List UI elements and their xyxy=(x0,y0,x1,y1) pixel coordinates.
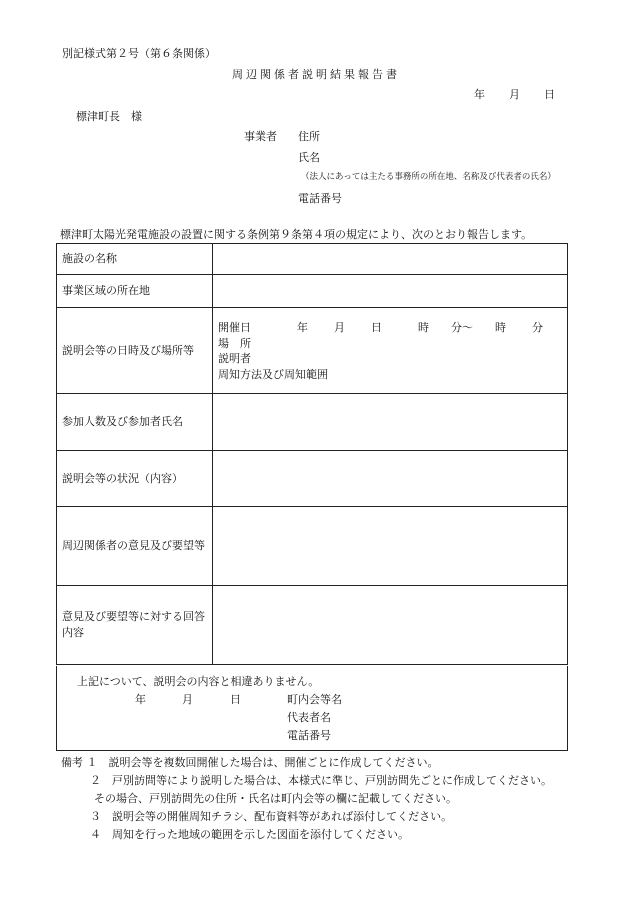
applicant-address-label: 住所 xyxy=(298,130,320,143)
meeting-details-block xyxy=(218,320,543,382)
date-day-label: 日 xyxy=(544,88,555,101)
row-label-site-location: 事業区域の所在地 xyxy=(57,275,213,308)
association-label: 町内会等名 xyxy=(287,693,342,706)
field-meeting-status[interactable] xyxy=(213,451,568,507)
row-label-facility-name: 施設の名称 xyxy=(57,244,213,275)
meeting-hour-to-label: 時 xyxy=(495,321,506,334)
field-response-content[interactable] xyxy=(213,586,568,665)
applicant-name-label: 氏名 xyxy=(298,151,320,164)
meeting-day-label: 日 xyxy=(371,321,382,334)
meeting-year-label: 年 xyxy=(297,321,308,334)
row-label-participants: 参加人数及び参加者氏名 xyxy=(57,394,213,451)
confirmation-month-label: 月 xyxy=(182,693,193,706)
meeting-date-label: 開催日 xyxy=(218,321,251,334)
confirmation-day-label: 日 xyxy=(230,693,241,706)
table-row xyxy=(57,507,568,586)
meeting-minute-from-label: 分～ xyxy=(451,321,473,334)
confirmation-box xyxy=(56,666,568,751)
date-year-label: 年 xyxy=(474,88,485,101)
note-line-3: ３ 説明会等の開催周知チラシ、配布資料等があれば添付してください。 xyxy=(90,810,453,823)
applicant-phone-label: 電話番号 xyxy=(298,192,342,205)
report-table xyxy=(56,243,568,665)
table-row xyxy=(57,244,568,275)
row-label-opinions-requests: 周辺関係者の意見及び要望等 xyxy=(57,507,213,586)
corporate-note: （法人にあっては主たる事務所の所在地、名称及び代表者の氏名） xyxy=(301,172,556,182)
intro-text: 標津町太陽光発電施設の設置に関する条例第９条第４項の規定により、次のとおり報告します。 xyxy=(60,228,533,241)
note-line-1: 備考 １ 説明会等を複数回開催した場合は、開催ごとに作成してください。 xyxy=(61,756,439,769)
notes-section xyxy=(61,754,552,844)
field-opinions-requests[interactable] xyxy=(213,507,568,586)
row-label-meeting-datetime-place: 説明会等の日時及び場所等 xyxy=(57,308,213,394)
table-row xyxy=(57,275,568,308)
row-label-response-content: 意見及び要望等に対する回答内容 xyxy=(57,586,213,665)
table-row xyxy=(57,451,568,507)
field-facility-name[interactable] xyxy=(213,244,568,275)
note-line-2: ２ 戸別訪問等により説明した場合は、本様式に準じ、戸別訪問先ごとに作成してください。 xyxy=(90,774,552,787)
form-number: 別記様式第２号（第６条関係） xyxy=(62,47,216,60)
meeting-hour-label: 時 xyxy=(418,321,429,334)
meeting-date-line xyxy=(218,320,543,336)
note-line-4: ４ 周知を行った地域の範囲を示した図面を添付してください。 xyxy=(90,828,409,841)
field-site-location[interactable] xyxy=(213,275,568,308)
meeting-minute-to-label: 分 xyxy=(532,321,543,334)
confirmation-statement: 上記について、説明会の内容と相違ありません。 xyxy=(77,675,320,688)
applicant-role-label: 事業者 xyxy=(244,130,277,143)
note-line-2b: その場合、戸別訪問先の住所・氏名は町内会等の欄に記載してください。 xyxy=(83,792,457,805)
representative-label: 代表者名 xyxy=(287,711,331,724)
meeting-month-label: 月 xyxy=(334,321,345,334)
field-participants[interactable] xyxy=(213,394,568,451)
meeting-notice-label: 周知方法及び周知範囲 xyxy=(218,367,328,381)
addressee: 標津町長 様 xyxy=(76,110,142,123)
date-month-label: 月 xyxy=(509,88,520,101)
table-row xyxy=(57,586,568,665)
confirmation-year-label: 年 xyxy=(135,693,146,706)
notes-heading: 備考 xyxy=(61,756,83,769)
table-row xyxy=(57,394,568,451)
meeting-presenter-label: 説明者 xyxy=(218,352,251,365)
row-label-meeting-status: 説明会等の状況（内容） xyxy=(57,451,213,507)
document-title: 周辺関係者説明結果報告書 xyxy=(232,68,400,81)
meeting-place-label: 場 所 xyxy=(218,336,251,350)
confirmation-phone-label: 電話番号 xyxy=(287,729,331,742)
